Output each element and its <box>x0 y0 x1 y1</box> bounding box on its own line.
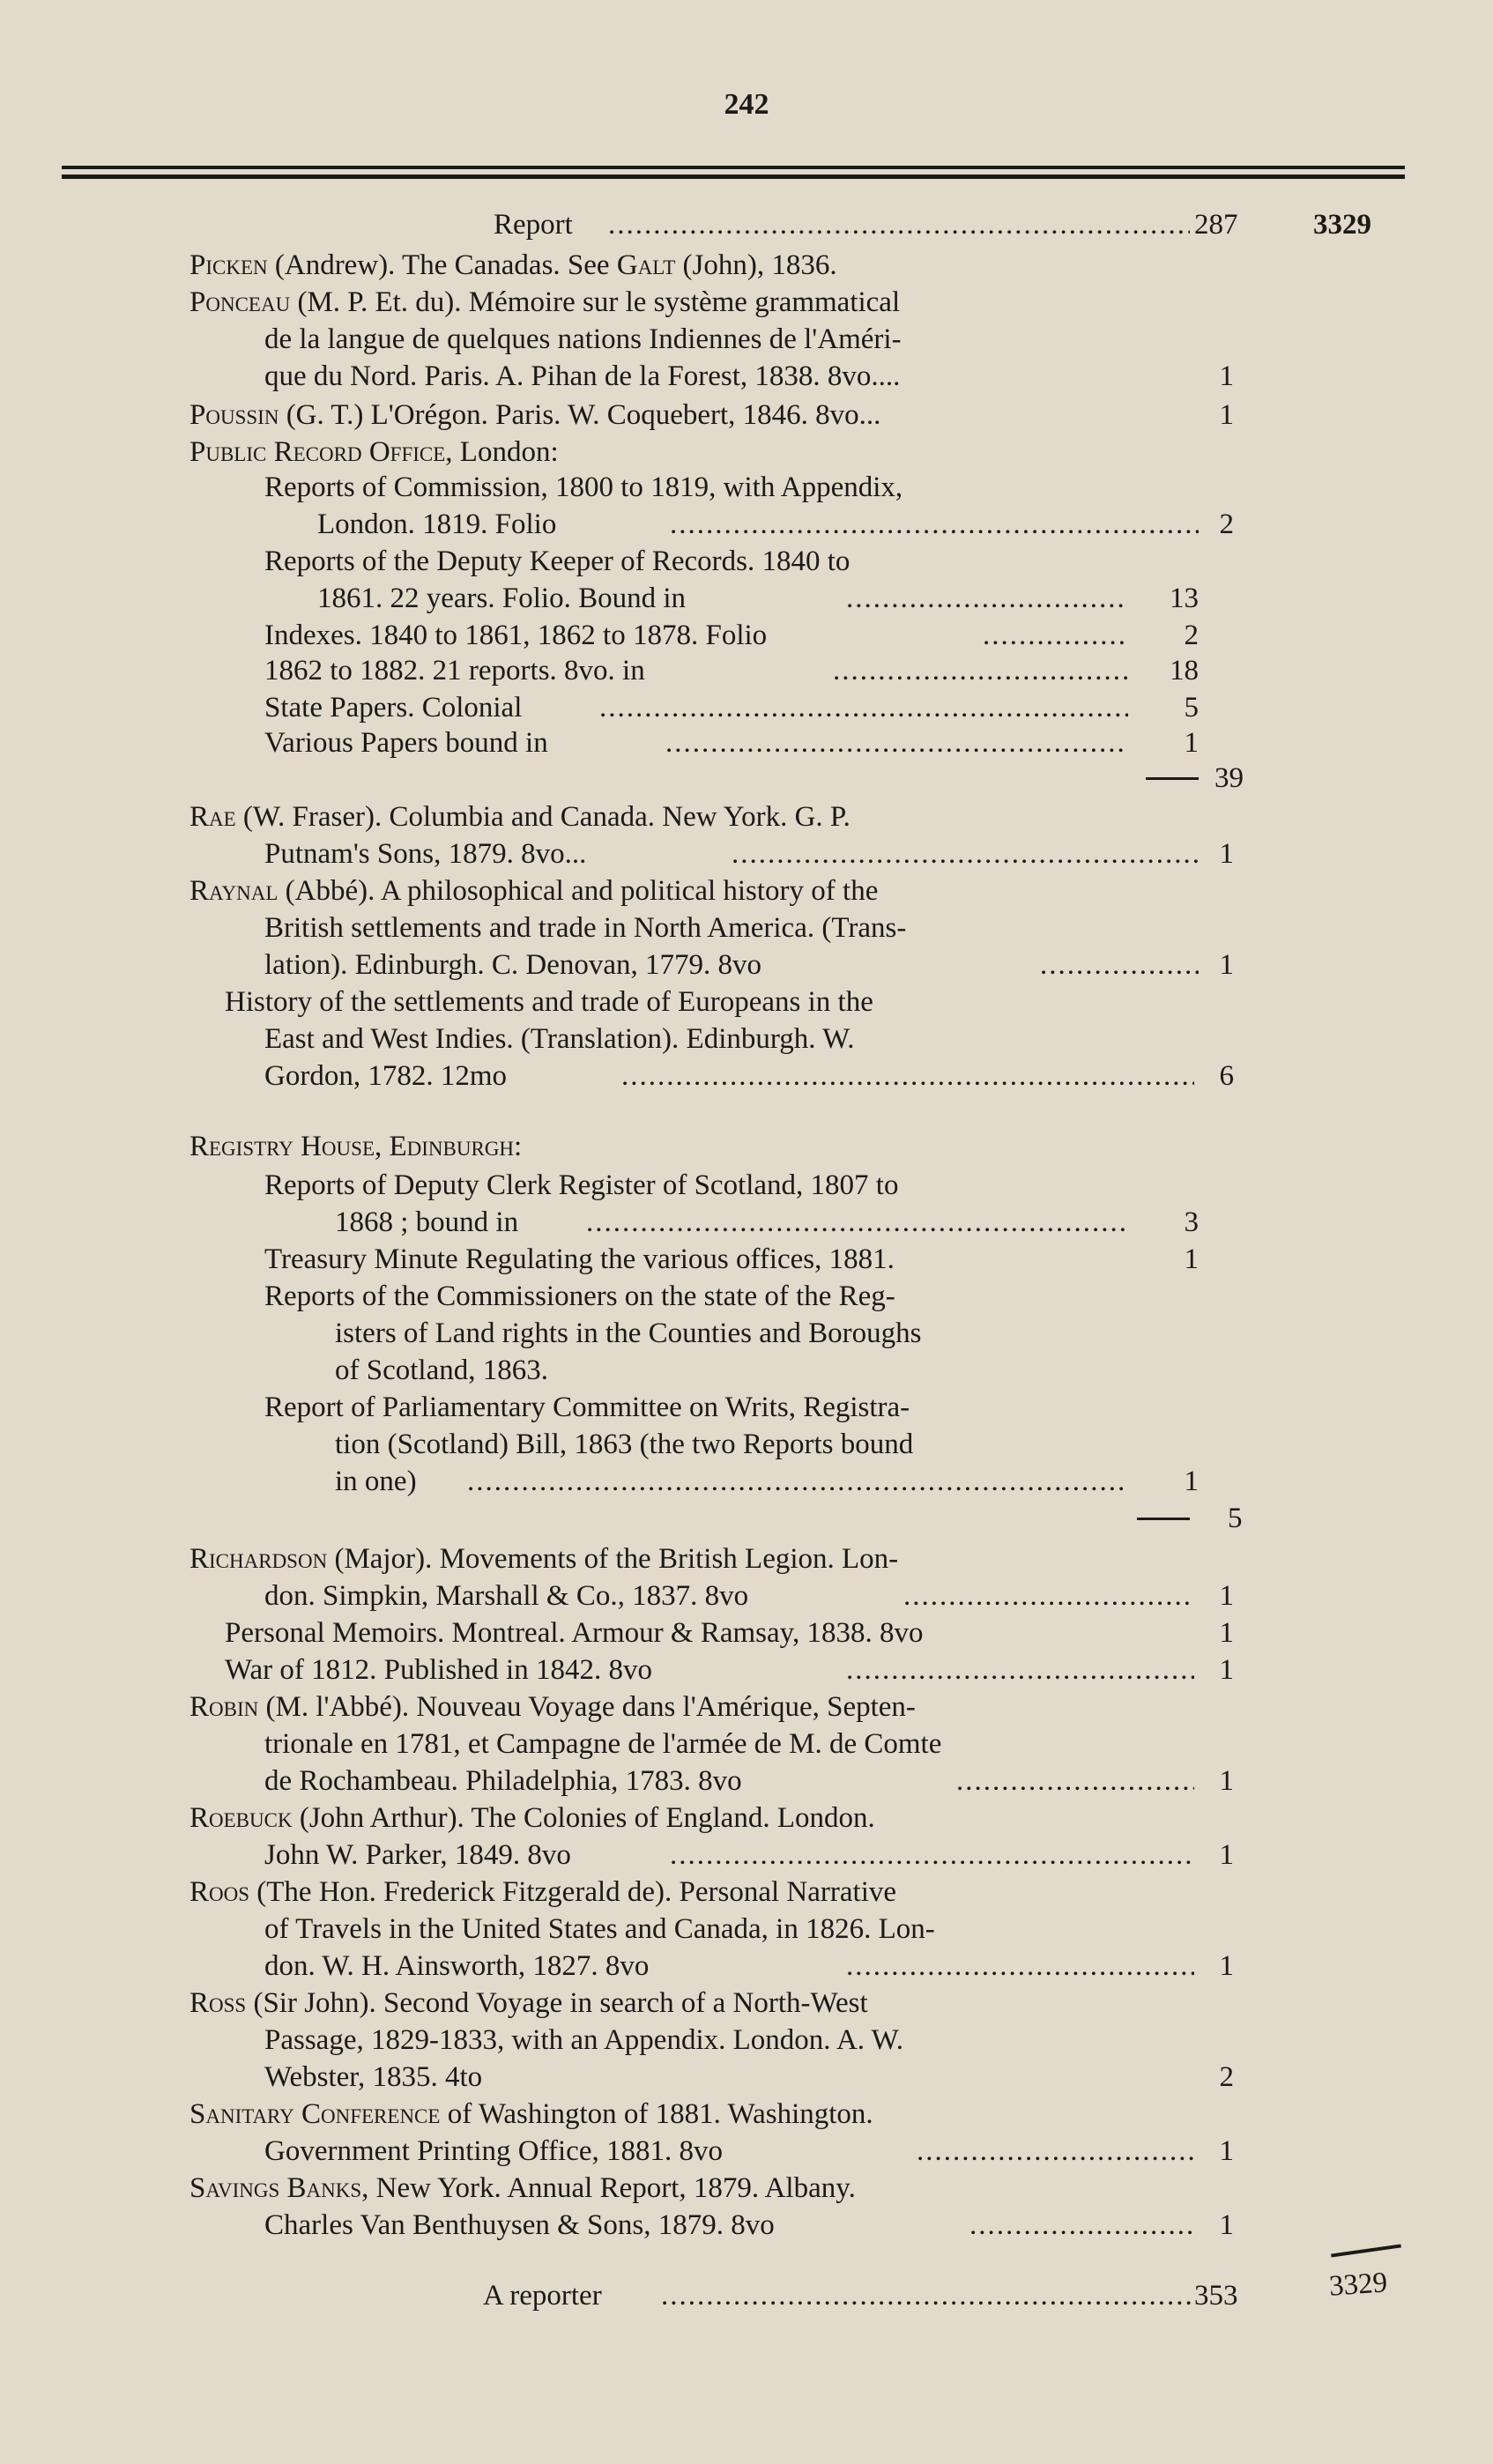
leader-dots <box>670 504 1199 545</box>
entry-text: London. 1819. Folio <box>317 508 557 540</box>
entry-roos-last <box>0 1946 1234 1986</box>
entry-text: in one) <box>335 1466 417 1497</box>
author-name: Richardson <box>189 1543 328 1575</box>
author-name: Rae <box>189 801 236 833</box>
entry-ross-last <box>0 2057 1234 2097</box>
leader-dots <box>670 1835 1194 1875</box>
leader-dots <box>467 1461 1128 1502</box>
section-heading: Registry House, Edinburgh <box>189 1131 515 1162</box>
entry-count: 1 <box>1219 1654 1234 1686</box>
leader-dots <box>846 578 1128 619</box>
entry-ponceau <box>0 282 1432 323</box>
entry-sanitary <box>0 2094 1432 2134</box>
author-name: Picken <box>189 249 268 281</box>
registry-item-4-line2: tion (Scotland) Bill, 1863 (the two Reports bound <box>335 1429 914 1460</box>
leader-dots <box>586 1202 1128 1243</box>
leader-dots <box>621 1056 1194 1096</box>
entry-text: (G. T.) L'Orégon. Paris. W. Coquebert, 1846. 8vo... <box>279 399 881 431</box>
entry-text: don. W. H. Ainsworth, 1827. 8vo <box>264 1950 650 1982</box>
entry-robin-last <box>0 1761 1234 1801</box>
entry-text: (Sir John). Second Voyage in search of a North-West <box>246 1987 868 2019</box>
leader-dots <box>1040 945 1199 985</box>
entry-count: 1 <box>1219 1580 1234 1612</box>
subtotal-registry <box>0 1498 1243 1539</box>
entry-rae <box>0 797 1432 837</box>
footer-line <box>0 2275 1238 2316</box>
footer-rule <box>1331 2244 1401 2257</box>
entry-richardson <box>0 1539 1432 1579</box>
author-name: Ross <box>189 1987 247 2019</box>
pro-item-2-last <box>0 578 1234 619</box>
leader-dots <box>903 1576 1194 1616</box>
leader-dots <box>969 2205 1194 2245</box>
entry-robin <box>0 1687 1432 1727</box>
registry-item-3: Reports of the Commissioners on the state of the Reg- <box>264 1280 895 1312</box>
entry-count: 2 <box>1219 2061 1234 2093</box>
entry-count: 1 <box>1184 727 1199 759</box>
header-rule-bottom <box>62 174 1405 179</box>
registry-item-1-last <box>0 1202 1234 1243</box>
author-name: Galt <box>616 249 676 281</box>
pro-item-1: Reports of Commission, 1800 to 1819, with Appendix, <box>264 471 903 503</box>
leader-dots <box>608 204 1190 245</box>
entry-poussin <box>0 395 1234 435</box>
entry-text: (Abbé). A philosophical and political history of the <box>278 875 879 907</box>
section-heading: Public Record Office <box>189 436 446 468</box>
entry-text: War of 1812. Published in 1842. 8vo <box>225 1654 652 1686</box>
entry-count: 5 <box>1184 692 1199 724</box>
entry-raynal-sub: History of the settlements and trade of Europeans in the <box>225 986 873 1018</box>
entry-richardson-sub2 <box>0 1650 1234 1690</box>
entry-savings <box>0 2168 1432 2208</box>
subtotal-public-record <box>0 758 1244 798</box>
entry-count: 1 <box>1219 399 1234 431</box>
entry-raynal <box>0 871 1432 911</box>
entry-count: 1 <box>1219 360 1234 392</box>
author-name: Roebuck <box>189 1802 293 1834</box>
author-name: Sanitary Conference <box>189 2098 441 2130</box>
entry-text: John W. Parker, 1849. 8vo <box>264 1839 571 1871</box>
entry-count: 1 <box>1219 838 1234 870</box>
entry-text: lation). Edinburgh. C. Denovan, 1779. 8vo <box>264 949 761 981</box>
entry-count: 1 <box>1219 2209 1234 2241</box>
header-rule-top <box>62 166 1405 169</box>
page-number: 242 <box>724 88 769 121</box>
entry-count: 13 <box>1170 583 1199 614</box>
subtotal-value: 5 <box>1228 1503 1243 1534</box>
entry-count: 1 <box>1219 1839 1234 1871</box>
entry-text: Government Printing Office, 1881. 8vo <box>264 2135 723 2167</box>
running-total-bottom: 3329 <box>1327 2267 1389 2303</box>
entry-count: 1 <box>1219 1950 1234 1982</box>
entry-text: (John Arthur). The Colonies of England. London. <box>292 1802 875 1834</box>
entry-text: (John), 1836. <box>675 249 837 281</box>
entry-count: 3 <box>1184 1206 1199 1238</box>
entry-continuation: British settlements and trade in North America. (Trans- <box>264 912 907 944</box>
section-heading-rest: , London: <box>445 436 559 468</box>
entry-count: 1 <box>1184 1466 1199 1497</box>
registry-item-3-line2: isters of Land rights in the Counties and Boroughs <box>335 1317 922 1349</box>
entry-text: (Major). Movements of the British Legion. Lon- <box>327 1543 899 1575</box>
entry-text: 1861. 22 years. Folio. Bound in <box>317 583 686 614</box>
entry-text: (M. P. Et. du). Mémoire sur le système grammatical <box>290 286 901 318</box>
entry-text: Webster, 1835. 4to <box>264 2061 483 2093</box>
entry-picken <box>0 245 1432 286</box>
entry-raynal-last <box>0 945 1234 985</box>
footer-label: A reporter <box>483 2280 602 2312</box>
entry-text: Treasury Minute Regulating the various offices, 1881. <box>264 1243 895 1275</box>
entry-text: (M. l'Abbé). Nouveau Voyage dans l'Amérique, Septen- <box>258 1691 916 1723</box>
entry-roebuck <box>0 1798 1432 1838</box>
entry-text: (Andrew). The Canadas. See <box>267 249 617 281</box>
entry-continuation: East and West Indies. (Translation). Edinburgh. W. <box>264 1023 855 1055</box>
running-total-top: 3329 <box>1313 209 1371 241</box>
entry-text: don. Simpkin, Marshall & Co., 1837. 8vo <box>264 1580 749 1612</box>
entry-text: (W. Fraser). Columbia and Canada. New York. G. P. <box>235 801 850 833</box>
entry-text: , New York. Annual Report, 1879. Albany. <box>361 2172 856 2204</box>
entry-count: 2 <box>1184 620 1199 651</box>
author-name: Robin <box>189 1691 259 1723</box>
entry-rae-last <box>0 834 1234 874</box>
author-name: Poussin <box>189 399 279 431</box>
subtotal-value: 39 <box>1214 762 1244 794</box>
pro-item-4 <box>0 650 1234 691</box>
author-name: Roos <box>189 1876 250 1908</box>
entry-sanitary-last <box>0 2131 1234 2171</box>
report-line <box>0 204 1238 245</box>
author-name: Raynal <box>189 875 279 907</box>
entry-count: 1 <box>1219 1765 1234 1797</box>
entry-count: 6 <box>1219 1060 1234 1092</box>
entry-count: 1 <box>1219 1617 1234 1649</box>
entry-count: 1 <box>1219 949 1234 981</box>
pro-item-2: Reports of the Deputy Keeper of Records. 1840 to <box>264 545 850 577</box>
leader-dots <box>846 1946 1194 1986</box>
registry-heading <box>0 1126 1432 1167</box>
registry-item-3-line3: of Scotland, 1863. <box>335 1354 548 1386</box>
entry-text: (The Hon. Frederick Fitzgerald de). Personal Narrative <box>249 1876 897 1908</box>
entry-count: 1 <box>1219 2135 1234 2167</box>
entry-ross <box>0 1983 1432 2023</box>
leader-dots <box>956 1761 1194 1801</box>
entry-text: de Rochambeau. Philadelphia, 1783. 8vo <box>264 1765 742 1797</box>
entry-continuation: Passage, 1829-1833, with an Appendix. London. A. W. <box>264 2024 904 2056</box>
entry-roos <box>0 1872 1432 1912</box>
registry-item-2 <box>0 1239 1234 1280</box>
entry-text: Gordon, 1782. 12mo <box>264 1060 507 1092</box>
report-label: Report <box>494 209 573 241</box>
entry-roebuck-last <box>0 1835 1234 1875</box>
section-heading-rest: : <box>514 1131 523 1162</box>
registry-item-1: Reports of Deputy Clerk Register of Scotland, 1807 to <box>264 1169 899 1201</box>
leader-dots <box>917 2131 1194 2171</box>
entry-continuation: of Travels in the United States and Canada, in 1826. Lon- <box>264 1913 935 1945</box>
entry-text: of Washington of 1881. Washington. <box>440 2098 873 2130</box>
entry-text: 1862 to 1882. 21 reports. 8vo. in <box>264 655 645 687</box>
entry-count: 1 <box>1184 1243 1199 1275</box>
footer-value: 353 <box>1194 2280 1238 2312</box>
entry-continuation: trionale en 1781, et Campagne de l'armée de M. de Comte <box>264 1728 942 1760</box>
leader-dots <box>846 1650 1194 1690</box>
leader-dots <box>661 2275 1194 2316</box>
entry-text: Personal Memoirs. Montreal. Armour & Ramsay, 1838. 8vo <box>225 1617 924 1649</box>
leader-dots <box>732 834 1199 874</box>
entry-text: Indexes. 1840 to 1861, 1862 to 1878. Folio <box>264 620 768 651</box>
registry-item-4: Report of Parliamentary Committee on Writs, Registra- <box>264 1392 910 1423</box>
entry-text: 1868 ; bound in <box>335 1206 519 1238</box>
entry-count: 2 <box>1219 508 1234 540</box>
entry-text: Various Papers bound in <box>264 727 548 759</box>
entry-savings-last <box>0 2205 1234 2245</box>
report-value: 287 <box>1194 209 1238 241</box>
author-name: Ponceau <box>189 286 291 318</box>
entry-text: Putnam's Sons, 1879. 8vo... <box>264 838 587 870</box>
entry-last-line <box>0 356 1234 397</box>
entry-count: 18 <box>1170 655 1199 687</box>
leader-dots <box>833 650 1128 691</box>
entry-raynal-sub-last <box>0 1056 1234 1096</box>
author-name: Savings Banks <box>189 2172 362 2204</box>
entry-continuation: de la langue de quelques nations Indiennes de l'Améri- <box>264 323 902 355</box>
entry-text: que du Nord. Paris. A. Pihan de la Forest, 1838. 8vo.... <box>264 360 901 392</box>
entry-text: State Papers. Colonial <box>264 692 523 724</box>
registry-item-4-last <box>0 1461 1234 1502</box>
entry-richardson-sub1 <box>0 1613 1234 1653</box>
entry-richardson-last <box>0 1576 1234 1616</box>
pro-item-1-last <box>0 504 1234 545</box>
entry-text: Charles Van Benthuysen & Sons, 1879. 8vo <box>264 2209 775 2241</box>
